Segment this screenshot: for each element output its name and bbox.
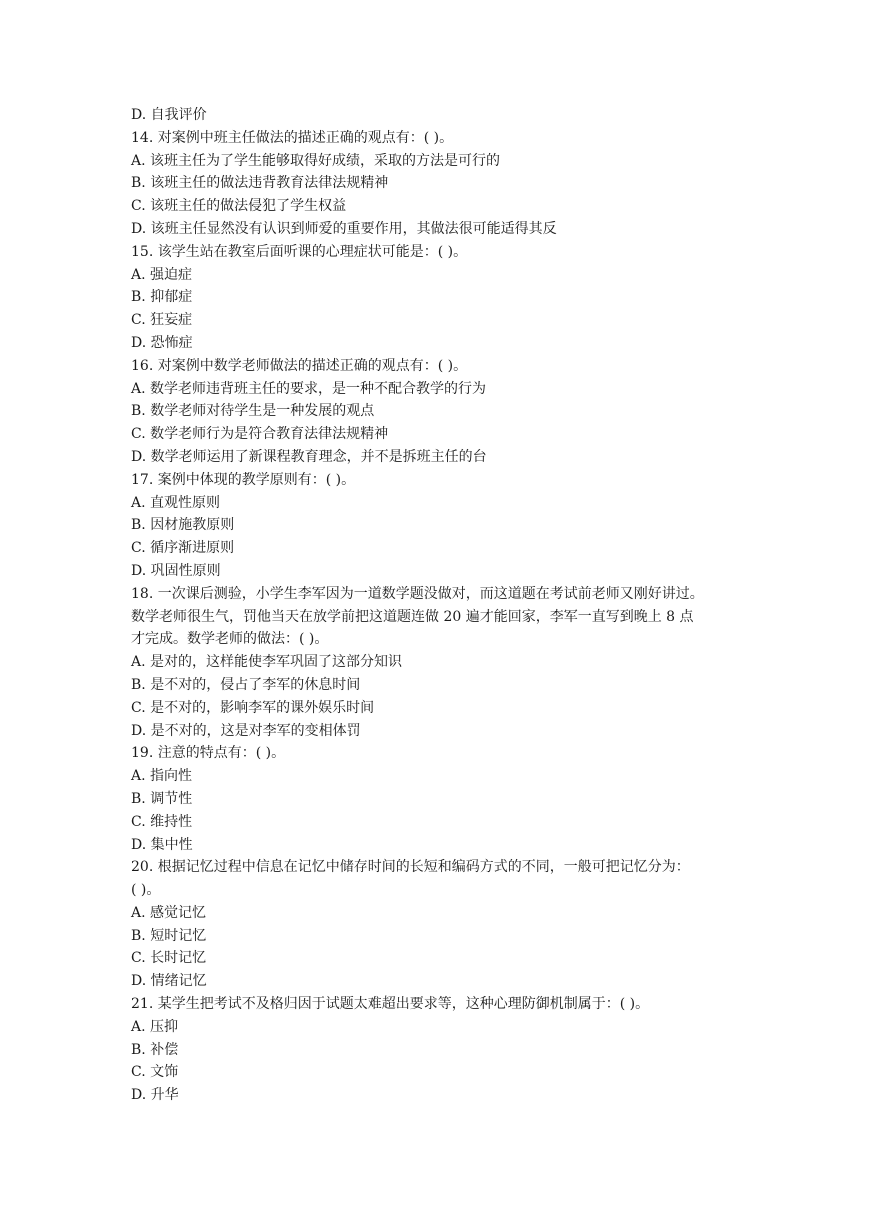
question-line: 15. 该学生站在教室后面听课的心理症状可能是：( )。 <box>131 243 468 260</box>
option-line: D. 该班主任显然没有认识到师爱的重要作用，其做法很可能适得其反 <box>131 220 557 237</box>
option-line: A. 强迫症 <box>131 266 193 283</box>
question-line: 17. 案例中体现的教学原则有：( )。 <box>131 471 356 488</box>
option-line: D. 升华 <box>131 1087 179 1104</box>
option-line: C. 文饰 <box>131 1064 179 1081</box>
option-line: C. 是不对的，影响李军的课外娱乐时间 <box>131 699 375 716</box>
option-line: D. 集中性 <box>131 836 193 853</box>
option-line: A. 直观性原则 <box>131 494 221 511</box>
option-line: C. 维持性 <box>131 813 193 830</box>
option-line: A. 指向性 <box>131 768 193 785</box>
option-line: B. 补偿 <box>131 1041 179 1058</box>
question-line: 19. 注意的特点有：( )。 <box>131 745 286 762</box>
question-line: 20. 根据记忆过程中信息在记忆中储存时间的长短和编码方式的不同，一般可把记忆分为： <box>131 859 690 876</box>
option-line: D. 巩固性原则 <box>131 562 221 579</box>
option-line: D. 情绪记忆 <box>131 973 207 990</box>
option-line: C. 数学老师行为是符合教育法律法规精神 <box>131 426 389 443</box>
option-line: C. 长时记忆 <box>131 950 207 967</box>
option-line: D. 是不对的，这是对李军的变相体罚 <box>131 722 361 739</box>
option-line: B. 因材施教原则 <box>131 517 235 534</box>
document-body <box>131 104 751 1107</box>
option-line: B. 调节性 <box>131 790 193 807</box>
option-line: A. 是对的，这样能使李军巩固了这部分知识 <box>131 654 403 671</box>
option-line: B. 抑郁症 <box>131 289 193 306</box>
option-line: B. 短时记忆 <box>131 927 207 944</box>
option-line: B. 数学老师对待学生是一种发展的观点 <box>131 403 375 420</box>
option-line: A. 数学老师违背班主任的要求，是一种不配合教学的行为 <box>131 380 487 397</box>
option-line: B. 是不对的，侵占了李军的休息时间 <box>131 676 361 693</box>
option-line: B. 该班主任的做法违背教育法律法规精神 <box>131 175 389 192</box>
option-line: A. 压抑 <box>131 1018 179 1035</box>
option-line: C. 狂妄症 <box>131 312 193 329</box>
question-line: 21. 某学生把考试不及格归因于试题太难超出要求等，这种心理防御机制属于：( )。 <box>131 996 650 1013</box>
option-line: D. 数学老师运用了新课程教育理念，并不是拆班主任的台 <box>131 448 487 465</box>
option-line: D. 自我评价 <box>131 107 207 123</box>
question-line: 18. 一次课后测验，小学生李军因为一道数学题没做对，而这道题在考试前老师又刚好讲过。 <box>131 585 704 602</box>
option-line: A. 该班主任为了学生能够取得好成绩，采取的方法是可行的 <box>131 152 501 169</box>
question-line: 14. 对案例中班主任做法的描述正确的观点有：( )。 <box>131 129 454 146</box>
option-line: A. 感觉记忆 <box>131 904 207 921</box>
question-line: ( )。 <box>131 882 161 899</box>
option-line: D. 恐怖症 <box>131 334 193 351</box>
option-line: C. 循序渐进原则 <box>131 540 235 557</box>
question-line: 16. 对案例中数学老师做法的描述正确的观点有：( )。 <box>131 357 468 374</box>
option-line: C. 该班主任的做法侵犯了学生权益 <box>131 198 347 215</box>
question-line: 才完成。数学老师的做法：( )。 <box>131 631 329 648</box>
question-line: 数学老师很生气，罚他当天在放学前把这道题连做 20 遍才能回家，李军一直写到晚上 8 点 <box>131 608 694 625</box>
